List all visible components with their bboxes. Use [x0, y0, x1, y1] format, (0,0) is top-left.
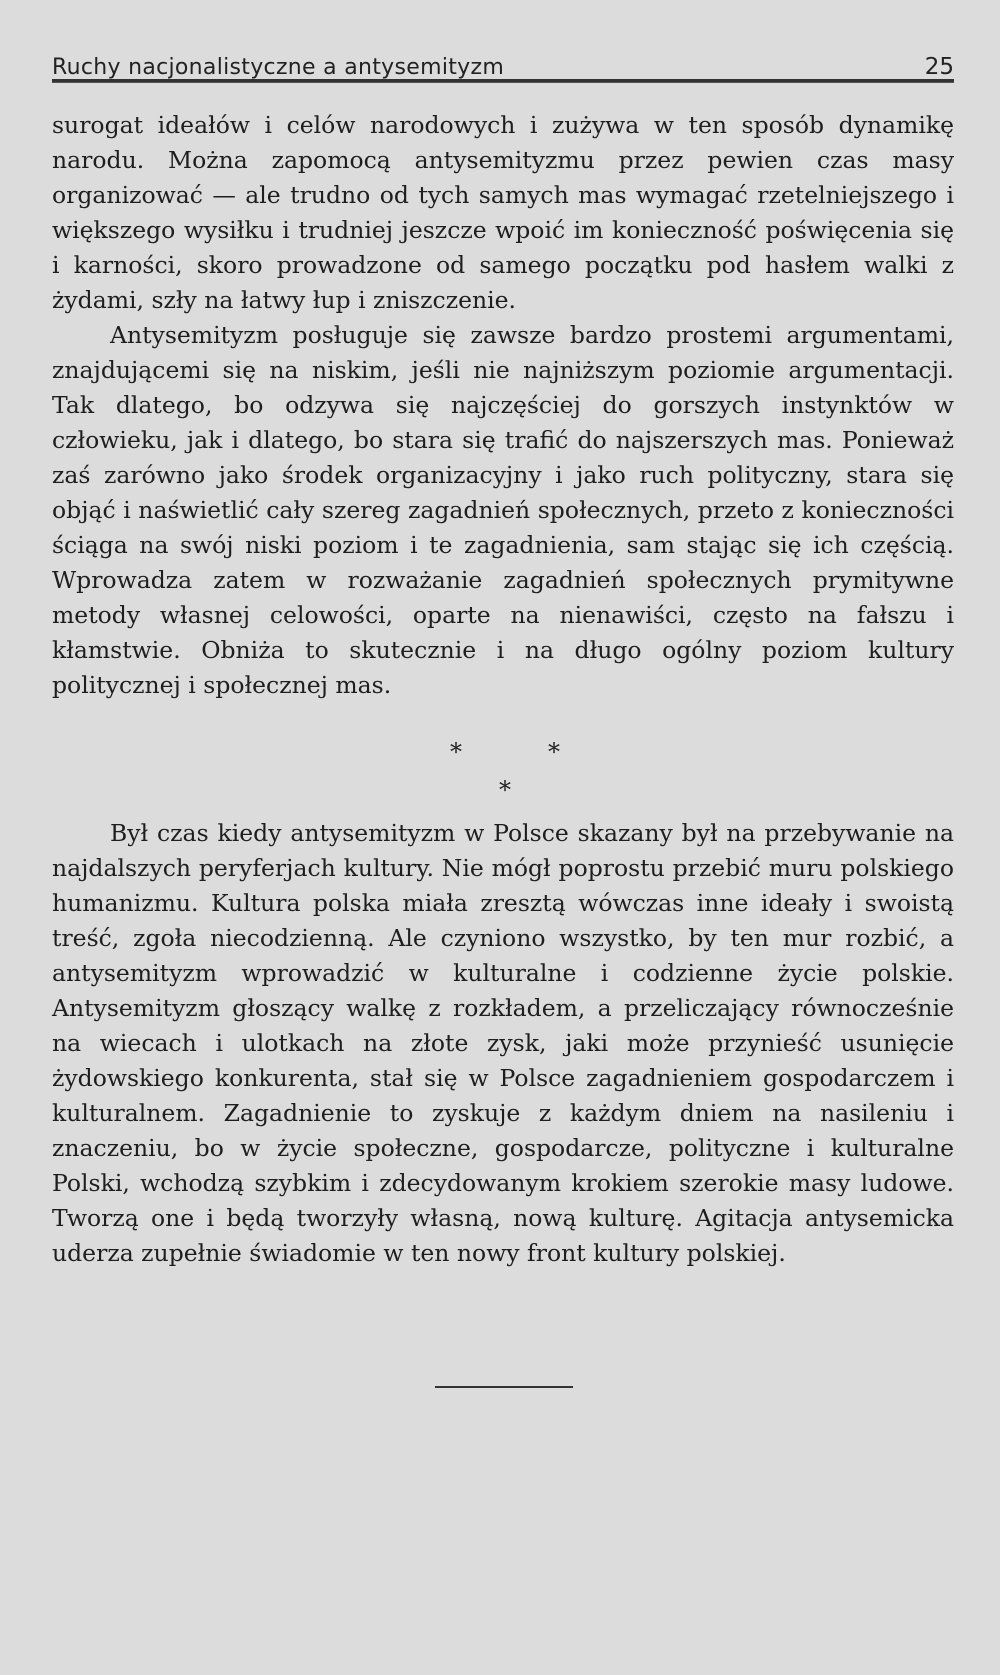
- paragraph: Był czas kiedy antysemityzm w Polsce skazany był na przebywanie na najdalszych peryferjach kultury. Nie mógł poprostu przebić muru polskiego humanizmu. Kultura polska miała zresztą wówczas inne ideały i swoistą treść, zgoła niecodzienną. Ale czyniono wszystko, by ten mur rozbić, a antysemityzm wprowadzić w kulturalne i codzienne życie polskie. Antysemityzm głoszący walkę z rozkładem, a przeliczający równocześnie na wiecach i ulotkach na złote zysk, jaki może przynieść usunięcie żydowskiego konkurenta, stał się w Polsce zagadnieniem gospodarczem i kulturalnem. Zagadnienie to zyskuje z każdym dniem na nasileniu i znaczeniu, bo w życie społeczne, gospodarcze, polityczne i kulturalne Polski, wchodzą szybkim i zdecydowanym krokiem szerokie masy ludowe. Tworzą one i będą tworzyły własną, nową kulturę. Agitacja antysemicka uderza zupełnie świadomie w ten nowy front kultury polskiej.: [52, 819, 954, 1267]
- asterisk: *: [450, 738, 462, 766]
- text-section-1: [52, 108, 954, 703]
- end-rule: [435, 1386, 573, 1388]
- header-rule: [52, 79, 954, 83]
- text-section-2: [52, 816, 954, 1271]
- paragraph: Antysemityzm posługuje się zawsze bardzo prostemi argumentami, znajdującemi się na niskim, jeśli nie najniższym poziomie argumentacji. Tak dlatego, bo odzywa się najczęściej do gorszych instynktów w człowieku, jak i dlatego, bo stara się trafić do najszerszych mas. Ponieważ zaś zarówno jako środek organizacyjny i jako ruch polityczny, stara się objąć i naświetlić cały szereg zagadnień społecznych, przeto z konieczności ściąga na swój niski poziom i te zagadnienia, sam stając się ich częścią. Wprowadza zatem w rozważanie zagadnień społecznych prymitywne metody własnej celowości, oparte na nienawiści, często na fałszu i kłamstwie. Obniża to skutecznie i na długo ogólny poziom kultury politycznej i społecznej mas.: [52, 321, 954, 699]
- running-title: Ruchy nacjonalistyczne a antysemityzm: [52, 55, 505, 80]
- page-number: 25: [924, 54, 954, 80]
- asterisk: *: [548, 738, 560, 766]
- paragraph-continued: surogat ideałów i celów narodowych i zużywa w ten sposób dynamikę narodu. Można zapomocą antysemityzmu przez pewien czas masy organizować — ale trudno od tych samych mas wymagać rzetelniejszego i większego wysiłku i trudniej jeszcze wpoić im konieczność poświęcenia się i karności, skoro prowadzone od samego początku pod hasłem walki z żydami, szły na łatwy łup i zniszczenie.: [52, 111, 954, 314]
- section-break-asterism: [400, 738, 600, 808]
- asterisk: *: [499, 776, 511, 804]
- running-header: [52, 44, 954, 80]
